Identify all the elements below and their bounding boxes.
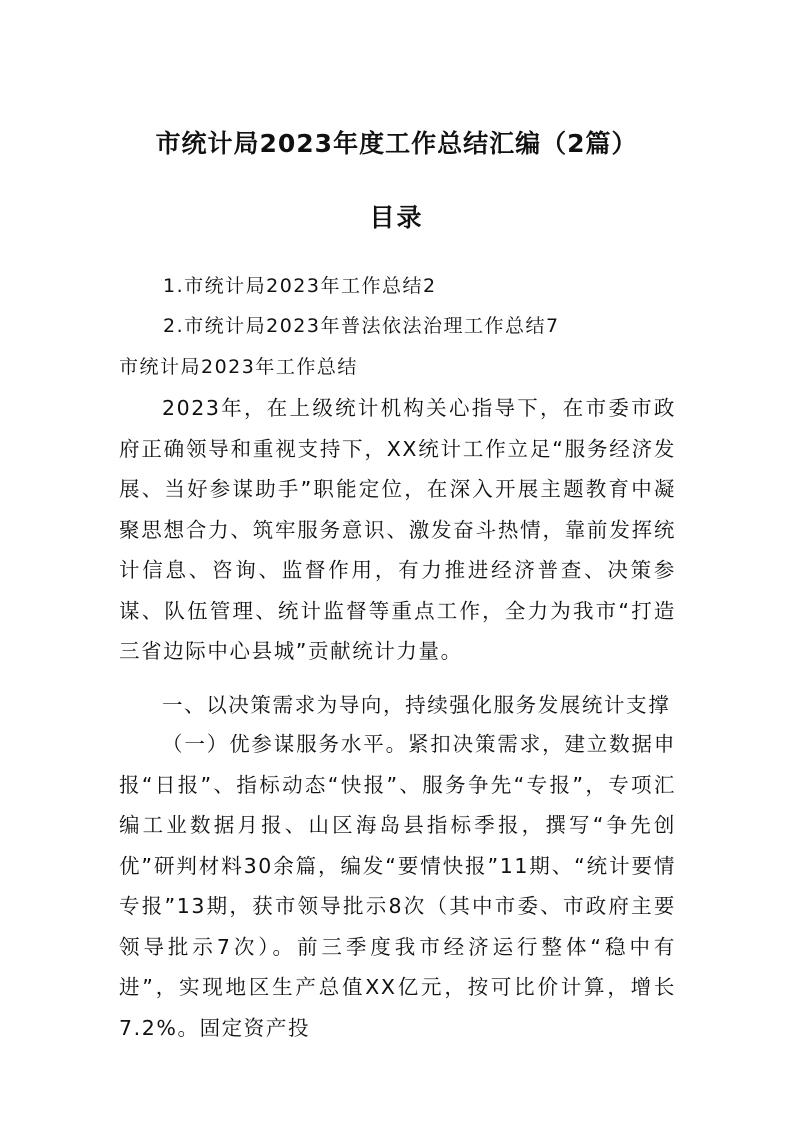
toc-heading: 目录 [369, 203, 424, 232]
intro-paragraph: 2023年，在上级统计机构关心指导下，在市委市政府正确领导和重视支持下，XX统计工作立足“服务经济发展、当好参谋助手”职能定位，在深入开展主题教育中凝聚思想合力、筑牢服务意识、激发奋斗热情，靠前发挥统计信息、咨询、监督作用，有力推进经济普查、决策参谋、队伍管理、统计监督等重点工作，全力为我市“打造三省边际中心县城”贡献统计力量。 [119, 396, 676, 663]
section-heading: 一、以决策需求为导向，持续强化服务发展统计支撑 [162, 693, 671, 717]
toc-item: 1.市统计局2023年工作总结2 [163, 275, 437, 297]
body-paragraph: （一）优参谋服务水平。紧扣决策需求，建立数据申报“日报”、指标动态“快报”、服务争先“专报”，专项汇编工业数据月报、山区海岛县指标季报，撰写“争先创优”研判材料30余篇，编发“要情快报”11期、“统计要情专报”13期，获市领导批示8次（其中市委、市政府主要领导批示7次）。前三季度我市经济运行整体“稳中有进”，实现地区生产总值XX亿元，按可比价计算，增长7.2%。固定资产投 [119, 732, 676, 1040]
document-title: 市统计局2023年度工作总结汇编（2篇） [155, 129, 638, 158]
toc-item: 2.市统计局2023年普法依法治理工作总结7 [163, 315, 560, 337]
section-title: 市统计局2023年工作总结 [119, 356, 358, 378]
